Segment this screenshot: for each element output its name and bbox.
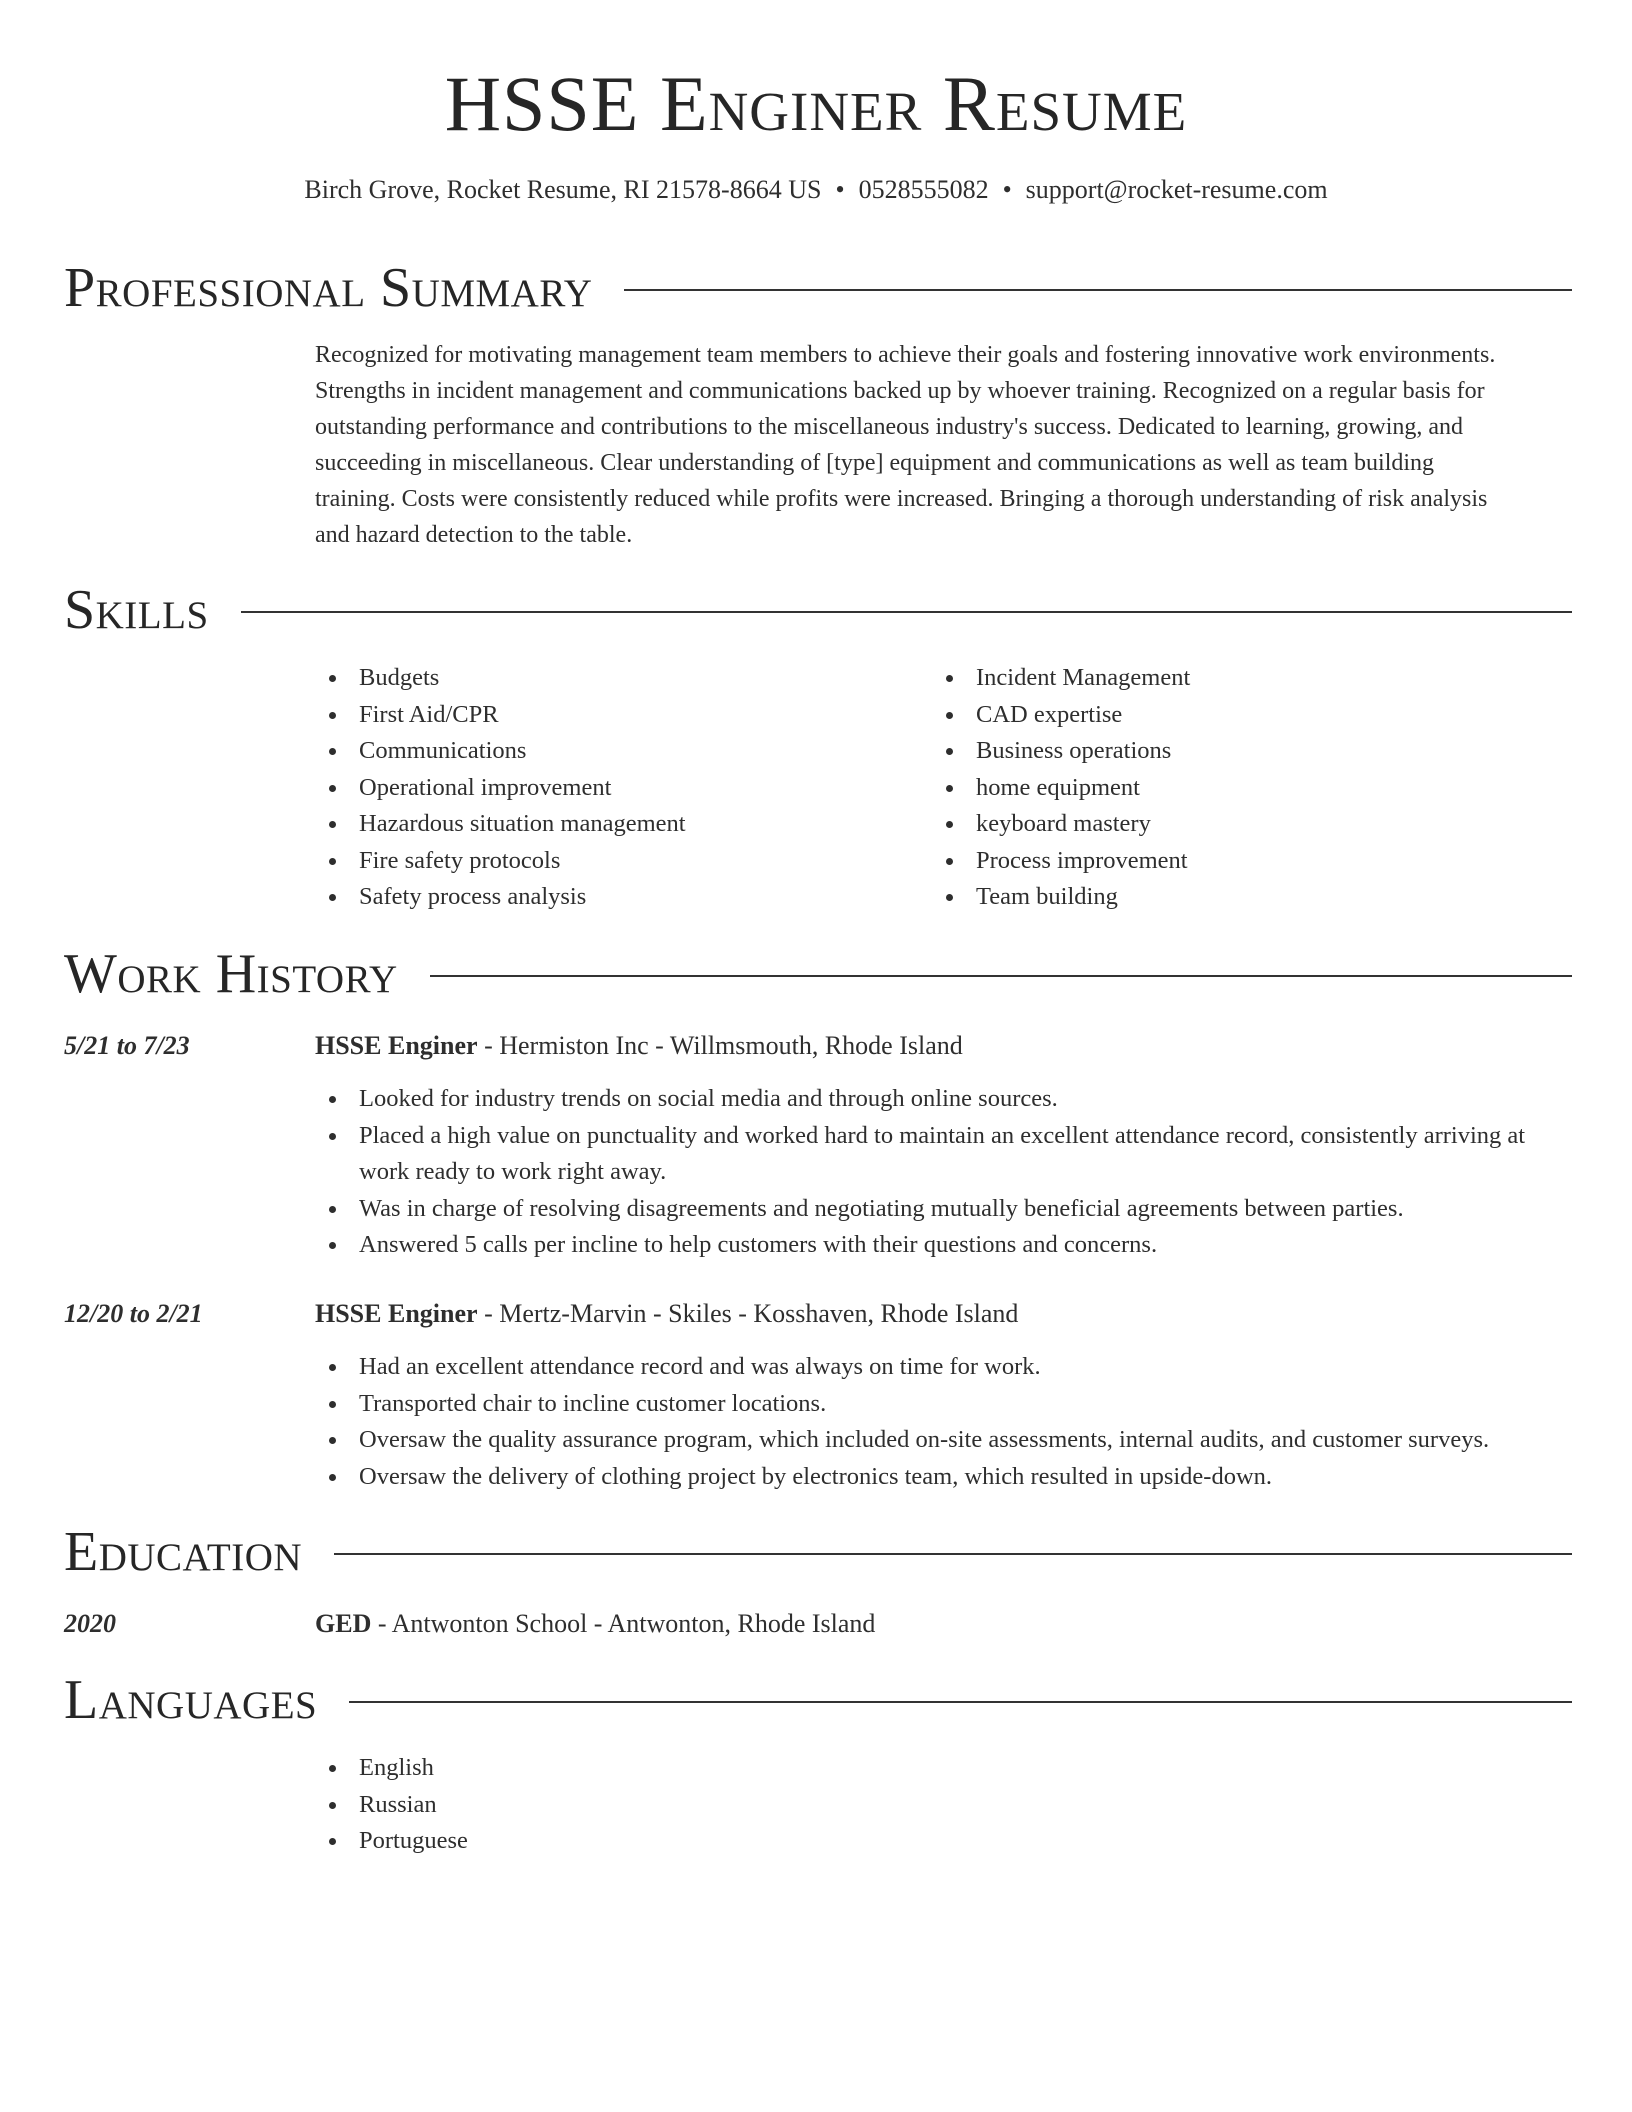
language-item: English [315,1750,1572,1787]
summary-line: outstanding performance and contributions to the miscellaneous industry's success. Dedicated to learning, growing, and [315,414,1464,440]
skill-item: CAD expertise [932,697,1492,734]
contact-line [0,172,1632,208]
bullet-icon [329,1474,336,1481]
skill-item: Incident Management [932,660,1492,697]
bullet-icon [329,1838,336,1845]
languages-list [315,1750,1572,1860]
bullet-icon [329,1096,336,1103]
bullet-icon [329,1242,336,1249]
job-bullet: Oversaw the quality assurance program, which included on-site assessments, internal audits, and customer surveys. [315,1422,1572,1459]
bullet-icon [329,1401,336,1408]
summary-line: and hazard detection to the table. [315,522,633,548]
summary-line: training. Costs were consistently reduced while profits were increased. Bringing a thorough understanding of risk analysis [315,486,1488,512]
section-divider [241,611,1572,613]
bullet-icon [329,1765,336,1772]
job-bullet-list [315,1081,1572,1264]
bullet-icon [946,675,953,682]
skill-item: Safety process analysis [315,879,875,916]
job-bullet: Placed a high value on punctuality and worked hard to maintain an excellent attendance record, consistently arriving at work ready to work right away. [315,1118,1572,1191]
job-bullet: Oversaw the delivery of clothing project by electronics team, which resulted in upside-down. [315,1459,1572,1496]
job-bullet: Had an excellent attendance record and was always on time for work. [315,1349,1572,1386]
skill-item: Business operations [932,733,1492,770]
skills-section-header [64,578,1572,642]
contact-separator: • [1002,175,1012,204]
bullet-icon [329,1364,336,1371]
resume-title: HSSE Enginer Resume [444,60,1188,147]
summary-line: Recognized for motivating management team members to achieve their goals and fostering innovative work environments. [315,342,1496,368]
job-bullet: Transported chair to incline customer locations. [315,1386,1572,1423]
contact-phone: 0528555082 [858,175,989,204]
skill-item: home equipment [932,770,1492,807]
job-dates: 5/21 to 7/23 [64,1031,190,1060]
bullet-icon [946,894,953,901]
summary-text [315,337,1572,553]
education-degree: GED [315,1609,372,1638]
education-school: - Antwonton School - Antwonton, Rhode Island [371,1609,876,1638]
job-bullet-list [315,1349,1572,1495]
bullet-icon [946,748,953,755]
bullet-icon [329,785,336,792]
bullet-icon [329,712,336,719]
language-item: Russian [315,1787,1572,1824]
job-company: - Mertz-Marvin - Skiles - Kosshaven, Rhode Island [477,1299,1019,1328]
job-heading [315,1296,1018,1332]
contact-address: Birch Grove, Rocket Resume, RI 21578-8664 US [304,175,822,204]
bullet-icon [329,1437,336,1444]
skills-list-right [932,660,1492,916]
skill-item: Communications [315,733,875,770]
education-year: 2020 [64,1609,116,1638]
language-item: Portuguese [315,1823,1572,1860]
work-heading: Work History [64,943,398,1005]
section-divider [349,1701,1572,1703]
summary-line: Strengths in incident management and communications backed up by whoever training. Recognized on a regular basis for [315,378,1485,404]
section-divider [430,975,1572,977]
bullet-icon [329,1133,336,1140]
job-bullet: Looked for industry trends on social media and through online sources. [315,1081,1572,1118]
job-dates: 12/20 to 2/21 [64,1299,203,1328]
skill-item: Operational improvement [315,770,875,807]
bullet-icon [329,858,336,865]
education-line [315,1606,875,1642]
bullet-icon [329,821,336,828]
summary-section-header [64,256,1572,320]
bullet-icon [329,748,336,755]
skills-heading: Skills [64,579,209,641]
bullet-icon [329,894,336,901]
skill-item: Process improvement [932,843,1492,880]
bullet-icon [329,1802,336,1809]
contact-separator: • [835,175,845,204]
skill-item: Hazardous situation management [315,806,875,843]
languages-heading: Languages [64,1669,318,1731]
bullet-icon [329,1206,336,1213]
languages-section-header [64,1668,1572,1732]
summary-heading: Professional Summary [64,257,593,319]
skill-item: Fire safety protocols [315,843,875,880]
bullet-icon [946,785,953,792]
summary-line: succeeding in miscellaneous. Clear understanding of [type] equipment and communications as well as team building [315,450,1435,476]
skill-item: First Aid/CPR [315,697,875,734]
skills-list-left [315,660,875,916]
bullet-icon [946,712,953,719]
bullet-icon [946,858,953,865]
job-heading [315,1028,963,1064]
bullet-icon [329,675,336,682]
education-heading: Education [64,1521,303,1583]
bullet-icon [946,821,953,828]
job-bullet: Was in charge of resolving disagreements and negotiating mutually beneficial agreements between parties. [315,1191,1572,1228]
job-bullet: Answered 5 calls per incline to help customers with their questions and concerns. [315,1227,1572,1264]
skill-item: Team building [932,879,1492,916]
education-section-header [64,1520,1572,1584]
job-title: HSSE Enginer [315,1299,478,1328]
work-section-header [64,942,1572,1006]
job-company: - Hermiston Inc - Willmsmouth, Rhode Island [477,1031,963,1060]
section-divider [334,1553,1572,1555]
contact-email: support@rocket-resume.com [1025,175,1328,204]
skill-item: keyboard mastery [932,806,1492,843]
job-title: HSSE Enginer [315,1031,478,1060]
skill-item: Budgets [315,660,875,697]
section-divider [624,289,1572,291]
